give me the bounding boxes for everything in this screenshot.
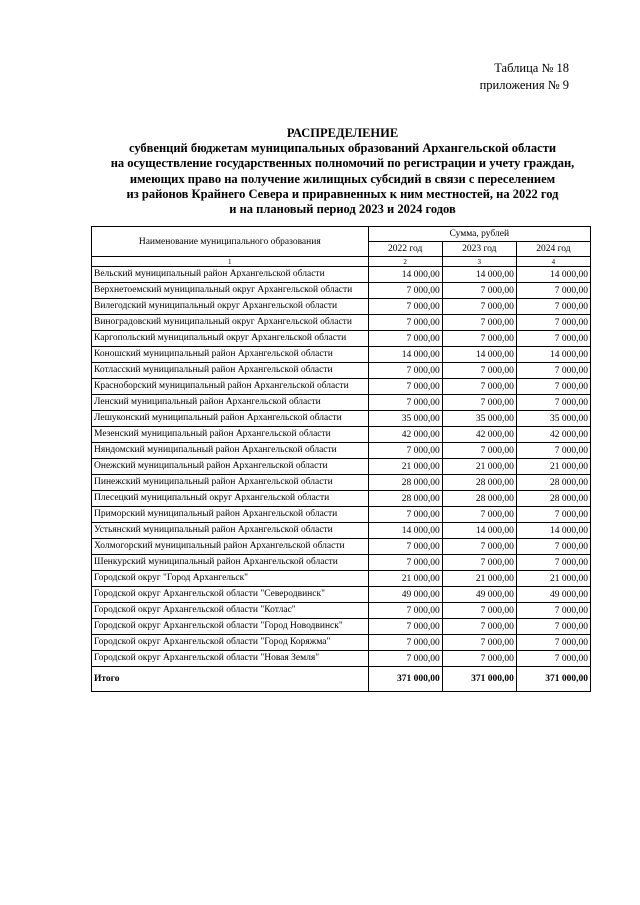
amount-2024: 49 000,00	[516, 587, 590, 603]
municipality-name: Верхнетоемский муниципальный округ Архангельской области	[92, 283, 369, 299]
table-row	[92, 283, 591, 299]
amount-2023: 35 000,00	[442, 411, 516, 427]
municipality-name: Холмогорский муниципальный район Архангельской области	[92, 539, 369, 555]
amount-2024: 7 000,00	[516, 315, 590, 331]
amount-2024: 7 000,00	[516, 555, 590, 571]
amount-2023: 14 000,00	[442, 347, 516, 363]
amount-2022: 7 000,00	[368, 635, 442, 651]
municipality-name: Приморский муниципальный район Архангельской области	[92, 507, 369, 523]
amount-2022: 28 000,00	[368, 475, 442, 491]
amount-2023: 28 000,00	[442, 491, 516, 507]
column-number: 3	[442, 257, 516, 267]
table-row	[92, 539, 591, 555]
document-title	[60, 126, 625, 217]
amount-2024: 14 000,00	[516, 347, 590, 363]
title-line: из районов Крайнего Севера и приравненных к ним местностей, на 2022 год	[126, 186, 559, 201]
amount-2023: 14 000,00	[442, 523, 516, 539]
amount-2023: 14 000,00	[442, 267, 516, 283]
amount-2023: 21 000,00	[442, 571, 516, 587]
municipality-name: Вельский муниципальный район Архангельской области	[92, 267, 369, 283]
table-row	[92, 587, 591, 603]
amount-2022: 21 000,00	[368, 571, 442, 587]
amount-2022: 7 000,00	[368, 331, 442, 347]
amount-2022: 14 000,00	[368, 523, 442, 539]
table-row	[92, 603, 591, 619]
amount-2022: 14 000,00	[368, 347, 442, 363]
table-row	[92, 347, 591, 363]
municipality-name: Ленский муниципальный район Архангельской области	[92, 395, 369, 411]
amount-2022: 7 000,00	[368, 539, 442, 555]
title-line: и на плановый период 2023 и 2024 годов	[229, 202, 456, 217]
table-row	[92, 635, 591, 651]
amount-2022: 7 000,00	[368, 443, 442, 459]
table-row	[92, 315, 591, 331]
amount-2022: 35 000,00	[368, 411, 442, 427]
amount-2024: 7 000,00	[516, 507, 590, 523]
amount-2022: 28 000,00	[368, 491, 442, 507]
header-year-2023: 2023 год	[442, 242, 516, 257]
title-line: на осуществление государственных полномочий по регистрации и учету граждан,	[110, 156, 575, 171]
total-2023: 371 000,00	[442, 667, 516, 692]
amount-2023: 7 000,00	[442, 315, 516, 331]
distribution-table	[91, 226, 591, 692]
municipality-name: Городской округ Архангельской области "Новая Земля"	[92, 651, 369, 667]
amount-2023: 7 000,00	[442, 555, 516, 571]
header-sum: Сумма, рублей	[368, 227, 590, 242]
amount-2022: 7 000,00	[368, 555, 442, 571]
municipality-name: Красноборский муниципальный район Архангельской области	[92, 379, 369, 395]
amount-2023: 28 000,00	[442, 475, 516, 491]
table-row	[92, 491, 591, 507]
amount-2024: 35 000,00	[516, 411, 590, 427]
amount-2024: 7 000,00	[516, 619, 590, 635]
table-row	[92, 555, 591, 571]
table-row	[92, 651, 591, 667]
amount-2023: 7 000,00	[442, 299, 516, 315]
amount-2022: 7 000,00	[368, 619, 442, 635]
municipality-name: Виноградовский муниципальный округ Архангельской области	[92, 315, 369, 331]
amount-2022: 42 000,00	[368, 427, 442, 443]
amount-2022: 49 000,00	[368, 587, 442, 603]
amount-2023: 7 000,00	[442, 443, 516, 459]
amount-2023: 42 000,00	[442, 427, 516, 443]
appendix-number: приложения № 9	[479, 78, 569, 92]
table-row	[92, 379, 591, 395]
header-name: Наименование муниципального образования	[92, 227, 369, 257]
table-row	[92, 523, 591, 539]
municipality-name: Городской округ Архангельской области "Город Коряжма"	[92, 635, 369, 651]
amount-2024: 7 000,00	[516, 363, 590, 379]
total-row	[92, 667, 591, 692]
table-row	[92, 331, 591, 347]
header-year-2024: 2024 год	[516, 242, 590, 257]
municipality-name: Онежский муниципальный район Архангельской области	[92, 459, 369, 475]
municipality-name: Каргопольский муниципальный округ Архангельской области	[92, 331, 369, 347]
table-row	[92, 411, 591, 427]
title-line: имеющих право на получение жилищных субсидий в связи с переселением	[129, 171, 556, 186]
amount-2024: 7 000,00	[516, 283, 590, 299]
amount-2023: 7 000,00	[442, 603, 516, 619]
amount-2023: 7 000,00	[442, 507, 516, 523]
amount-2024: 7 000,00	[516, 331, 590, 347]
column-number: 4	[516, 257, 590, 267]
amount-2023: 49 000,00	[442, 587, 516, 603]
amount-2024: 7 000,00	[516, 443, 590, 459]
amount-2024: 21 000,00	[516, 571, 590, 587]
amount-2022: 7 000,00	[368, 299, 442, 315]
municipality-name: Городской округ Архангельской области "Город Новодвинск"	[92, 619, 369, 635]
amount-2023: 7 000,00	[442, 395, 516, 411]
table-row	[92, 427, 591, 443]
amount-2024: 7 000,00	[516, 395, 590, 411]
amount-2023: 7 000,00	[442, 539, 516, 555]
table-body	[92, 267, 591, 667]
amount-2022: 7 000,00	[368, 363, 442, 379]
municipality-name: Плесецкий муниципальный округ Архангельской области	[92, 491, 369, 507]
amount-2024: 28 000,00	[516, 491, 590, 507]
title-line: субвенций бюджетам муниципальных образований Архангельской области	[128, 141, 557, 156]
amount-2023: 7 000,00	[442, 619, 516, 635]
amount-2022: 7 000,00	[368, 283, 442, 299]
amount-2023: 7 000,00	[442, 363, 516, 379]
municipality-name: Пинежский муниципальный район Архангельской области	[92, 475, 369, 491]
amount-2023: 7 000,00	[442, 651, 516, 667]
amount-2024: 7 000,00	[516, 651, 590, 667]
title-line: РАСПРЕДЕЛЕНИЕ	[286, 126, 399, 140]
amount-2022: 7 000,00	[368, 315, 442, 331]
amount-2022: 14 000,00	[368, 267, 442, 283]
municipality-name: Лешуконский муниципальный район Архангельской области	[92, 411, 369, 427]
municipality-name: Городской округ Архангельской области "Котлас"	[92, 603, 369, 619]
amount-2024: 28 000,00	[516, 475, 590, 491]
municipality-name: Устьянский муниципальный район Архангельской области	[92, 523, 369, 539]
total-label: Итого	[92, 667, 369, 692]
amount-2024: 14 000,00	[516, 267, 590, 283]
table-row	[92, 363, 591, 379]
amount-2022: 7 000,00	[368, 507, 442, 523]
total-2022: 371 000,00	[368, 667, 442, 692]
municipality-name: Няндомский муниципальный район Архангельской области	[92, 443, 369, 459]
table-row	[92, 571, 591, 587]
column-number: 2	[368, 257, 442, 267]
amount-2023: 7 000,00	[442, 379, 516, 395]
amount-2024: 7 000,00	[516, 635, 590, 651]
amount-2023: 21 000,00	[442, 459, 516, 475]
amount-2022: 21 000,00	[368, 459, 442, 475]
table-row	[92, 507, 591, 523]
table-reference	[480, 60, 569, 94]
table-row	[92, 267, 591, 283]
municipality-name: Коношский муниципальный район Архангельской области	[92, 347, 369, 363]
municipality-name: Городской округ Архангельской области "Северодвинск"	[92, 587, 369, 603]
amount-2023: 7 000,00	[442, 635, 516, 651]
municipality-name: Котласский муниципальный район Архангельской области	[92, 363, 369, 379]
table-row	[92, 619, 591, 635]
amount-2024: 14 000,00	[516, 523, 590, 539]
amount-2024: 21 000,00	[516, 459, 590, 475]
amount-2022: 7 000,00	[368, 651, 442, 667]
table-row	[92, 443, 591, 459]
table-row	[92, 299, 591, 315]
column-number: 1	[92, 257, 369, 267]
municipality-name: Вилегодский муниципальный округ Архангельской области	[92, 299, 369, 315]
amount-2024: 7 000,00	[516, 299, 590, 315]
total-2024: 371 000,00	[516, 667, 590, 692]
amount-2024: 7 000,00	[516, 539, 590, 555]
amount-2024: 7 000,00	[516, 379, 590, 395]
table-number: Таблица № 18	[494, 61, 569, 75]
municipality-name: Городской округ "Город Архангельск"	[92, 571, 369, 587]
table-row	[92, 475, 591, 491]
amount-2022: 7 000,00	[368, 379, 442, 395]
municipality-name: Мезенский муниципальный район Архангельской области	[92, 427, 369, 443]
amount-2023: 7 000,00	[442, 283, 516, 299]
amount-2024: 42 000,00	[516, 427, 590, 443]
table-row	[92, 395, 591, 411]
header-year-2022: 2022 год	[368, 242, 442, 257]
table-row	[92, 459, 591, 475]
amount-2022: 7 000,00	[368, 603, 442, 619]
amount-2023: 7 000,00	[442, 331, 516, 347]
amount-2024: 7 000,00	[516, 603, 590, 619]
municipality-name: Шенкурский муниципальный район Архангельской области	[92, 555, 369, 571]
amount-2022: 7 000,00	[368, 395, 442, 411]
